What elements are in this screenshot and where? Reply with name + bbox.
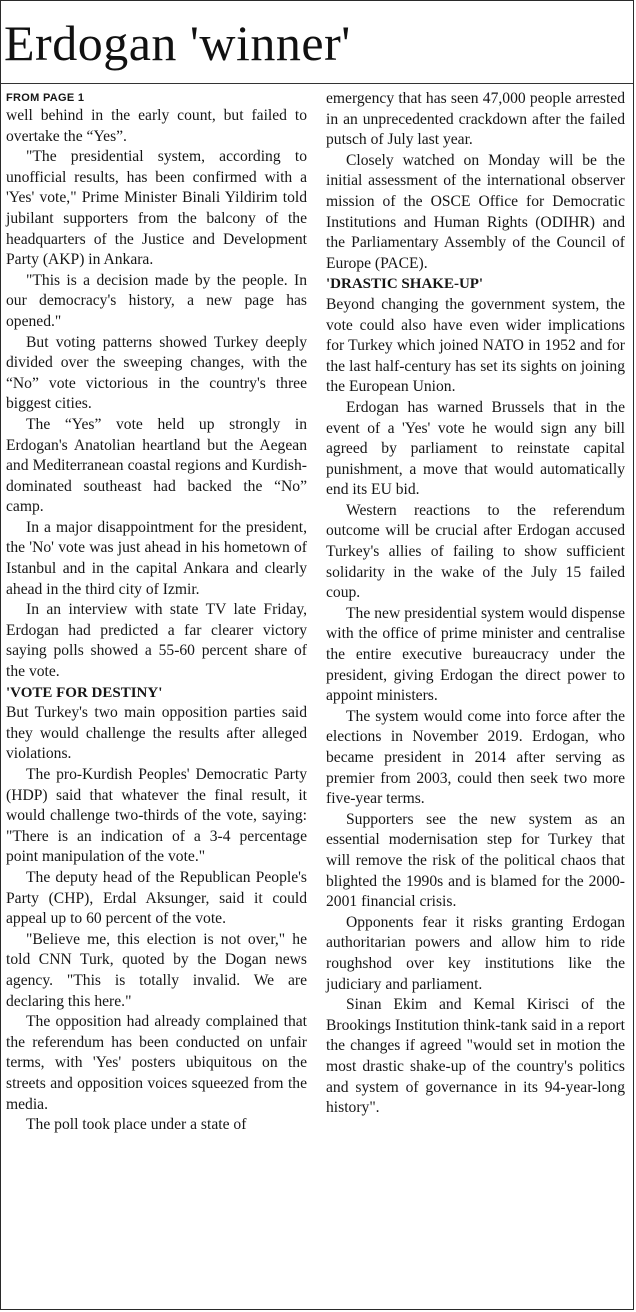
article-paragraph: Supporters see the new system as an essential modernisation step for Turkey that will remove the risk of the political chaos that blighted the 1990s and is blamed for the 2000-2001 financial crisis. bbox=[326, 810, 625, 911]
headline-rule bbox=[1, 83, 633, 84]
article-paragraph: Beyond changing the government system, the vote could also have even wider implications for Turkey which joined NATO in 1952 and for the last half-century has set its sights on joining the European Union. bbox=[326, 295, 625, 396]
headline: Erdogan 'winner' bbox=[4, 15, 351, 71]
article-paragraph: Closely watched on Monday will be the initial assessment of the international observer mission of the OSCE Office for Democratic Institutions and Human Rights (ODIHR) and the Parliamentary Assembly of the Council of Europe (PACE). bbox=[326, 151, 625, 272]
article-paragraph: The “Yes” vote held up strongly in Erdogan's Anatolian heartland but the Aegean and Mediterranean coastal regions and Kurdish-dominated southeast had backed the “No” camp. bbox=[6, 415, 307, 516]
article-paragraph: "Believe me, this election is not over," he told CNN Turk, quoted by the Dogan news agency. "This is totally invalid. We are declaring this here." bbox=[6, 930, 307, 1010]
article-paragraph: In an interview with state TV late Friday, Erdogan had predicted a far clearer victory saying polls showed a 55-60 percent share of the vote. bbox=[6, 601, 307, 681]
article-paragraph: Opponents fear it risks granting Erdogan authoritarian powers and allow him to ride roughshod over key institutions like the judiciary and parliament. bbox=[326, 913, 625, 993]
article-paragraph: In a major disappointment for the president, the 'No' vote was just ahead in his hometown of Istanbul and in the capital Ankara and clearly ahead in the third city of Izmir. bbox=[6, 518, 307, 598]
article-paragraph: Erdogan has warned Brussels that in the event of a 'Yes' vote he would sign any bill agreed by parliament to reinstate capital punishment, a move that would automatically end its EU bid. bbox=[326, 398, 625, 499]
article-paragraph: But Turkey's two main opposition parties said they would challenge the results after alleged violations. bbox=[6, 704, 307, 763]
article-paragraph: well behind in the early count, but failed to overtake the “Yes”. bbox=[6, 107, 307, 145]
article-paragraph: Western reactions to the referendum outcome will be crucial after Erdogan accused Turkey's allies of failing to show sufficient solidarity in the wake of the July 15 failed coup. bbox=[326, 501, 625, 602]
article-paragraph: emergency that has seen 47,000 people arrested in an unprecedented crackdown after the failed putsch of July last year. bbox=[326, 90, 625, 149]
section-subhead: 'VOTE FOR DESTINY' bbox=[6, 684, 163, 701]
article-paragraph: "This is a decision made by the people. In our democracy's history, a new page has opened." bbox=[6, 271, 307, 330]
article-paragraph: The pro-Kurdish Peoples' Democratic Party (HDP) said that whatever the final result, it would challenge two-thirds of the vote, saying: "There is an indication of a 3-4 percentage point manipulation of the vote." bbox=[6, 766, 307, 866]
kicker: FROM PAGE 1 bbox=[6, 92, 85, 104]
article-paragraph: The system would come into force after the elections in November 2019. Erdogan, who became president in 2014 after serving as premier from 2003, could then seek two more five-year terms. bbox=[326, 707, 625, 808]
article-paragraph: The new presidential system would dispense with the office of prime minister and centralise the entire executive bureaucracy under the president, giving Erdogan the direct power to appoint ministers. bbox=[326, 604, 625, 705]
article-paragraph: The deputy head of the Republican People's Party (CHP), Erdal Aksunger, said it could appeal up to 60 percent of the vote. bbox=[6, 868, 307, 928]
left-column bbox=[6, 89, 307, 1136]
section-subhead: 'DRASTIC SHAKE-UP' bbox=[326, 276, 484, 293]
right-column bbox=[326, 89, 625, 1119]
article-paragraph: Sinan Ekim and Kemal Kirisci of the Brookings Institution think-tank said in a report the changes if agreed "would set in motion the most drastic shake-up of the country's politics and system of governance in its 94-year-long history". bbox=[326, 996, 625, 1117]
article-paragraph: The poll took place under a state of bbox=[26, 1116, 247, 1134]
article-paragraph: The opposition had already complained that the referendum has been conducted on unfair terms, with 'Yes' posters ubiquitous on the streets and opposition voices squeezed from the media. bbox=[6, 1013, 307, 1113]
article-paragraph: "The presidential system, according to unofficial results, has been confirmed with a 'Yes' vote," Prime Minister Binali Yildirim told jubilant supporters from the balcony of the headquarters of the Justice and Development Party (AKP) in Ankara. bbox=[6, 148, 307, 269]
article-paragraph: But voting patterns showed Turkey deeply divided over the sweeping changes, with the “No” vote victorious in the country's three biggest cities. bbox=[6, 333, 307, 413]
